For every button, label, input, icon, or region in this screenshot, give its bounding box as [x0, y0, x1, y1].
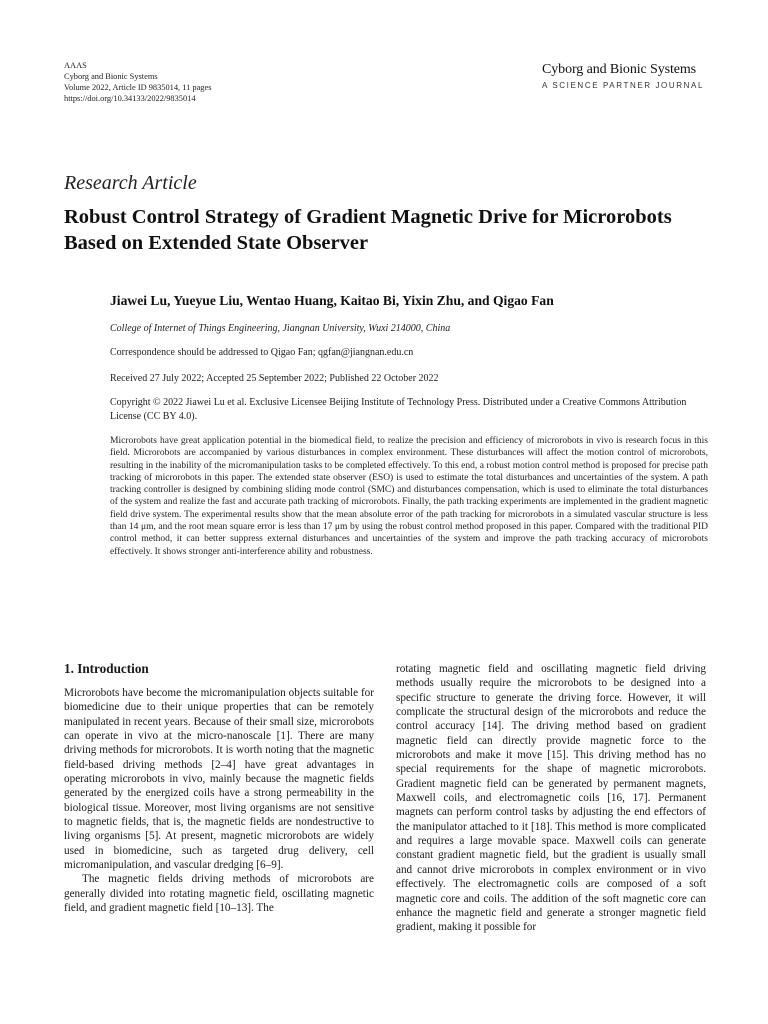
correspondence: Correspondence should be addressed to Qigao Fan; qgfan@jiangnan.edu.cn [110, 347, 414, 358]
section-heading: 1. Introduction [64, 661, 149, 676]
journal-name: Cyborg and Bionic Systems [542, 62, 697, 77]
article-title: Robust Control Strategy of Gradient Magnetic Drive for Microrobots Based on Extended State Observer [64, 206, 672, 254]
paragraph: The magnetic fields driving methods of microrobots are generally divided into rotating magnetic field, oscillating magnetic field, and gradient magnetic field [10–13]. The [64, 873, 374, 915]
right-column [396, 662, 706, 935]
paragraph: Microrobots have become the micromanipulation objects suitable for biomedicine due to their unique properties that can be remotely manipulated in recent years. Because of their small size, microrobots can operate in vivo at the micro-nanoscale [1]. There are many driving methods for microrobots. It is worth noting that the magnetic field-based driving methods [2–4] have great advantages in operating microrobots in vivo, mainly because the magnetic fields generated by the energized coils have a strong permeability in the biological tissue. Moreover, most living organisms are not sensitive to magnetic fields, that is, the magnetic fields are nondestructive to living organisms [5]. At present, magnetic microrobots are widely used in biomedicine, such as targeted drug delivery, cell micromanipulation, and vascular dredging [6–9]. [64, 687, 374, 872]
left-column [64, 662, 374, 916]
paragraph: rotating magnetic field and oscillating magnetic field driving methods usually require the microrobots to be designed into a specific structure to generate the driving force. However, it will complicate the structural design of the microrobots and reduce the control accuracy [14]. The driving method based on gradient magnetic field can directly provide magnetic force to the microrobots and make it move [15]. This driving method has no special requirements for the shape of magnetic microrobots. Gradient magnetic field can be generated by permanent magnets, Maxwell coils, and electromagnetic coils [16, 17]. Permanent magnets can perform control tasks by adjusting the end effectors of the manipulator attached to it [18]. This method is more complicated and requires a large movable space. Maxwell coils can generate constant gradient magnetic field, but the gradient is usually small and cannot drive microrobots in complex environment or in vivo effectively. The electromagnetic coils are composed of a soft magnetic core and coils. The addition of the soft magnetic core can enhance the magnetic field and generate a stronger magnetic field gradient, making it possible for [396, 663, 706, 934]
journal-logo [542, 62, 704, 90]
article-type: Research Article [64, 172, 197, 194]
author-list: Jiawei Lu, Yueyue Liu, Wentao Huang, Kaitao Bi, Yixin Zhu, and Qigao Fan [110, 293, 554, 308]
copyright-notice: Copyright © 2022 Jiawei Lu et al. Exclusive Licensee Beijing Institute of Technology Press. Distributed under a Creative Commons Attribution License (CC BY 4.0). [110, 397, 687, 422]
volume-line: Volume 2022, Article ID 9835014, 11 pages [64, 83, 212, 92]
journal-subtitle: A SCIENCE PARTNER JOURNAL [542, 81, 704, 90]
affiliation: College of Internet of Things Engineering, Jiangnan University, Wuxi 214000, China [110, 323, 451, 334]
publisher-name: AAAS [64, 61, 87, 70]
publication-dates: Received 27 July 2022; Accepted 25 September 2022; Published 22 October 2022 [110, 373, 439, 384]
journal-line: Cyborg and Bionic Systems [64, 72, 158, 81]
doi-link[interactable]: https://doi.org/10.34133/2022/9835014 [64, 94, 196, 103]
abstract: Microrobots have great application potential in the biomedical field, to realize the precision and efficiency of microrobots in vivo is research focus in this field. Microrobots are accompanied by various disturbances in complex environment. These disturbances will affect the motion control of microrobots, resulting in the inability of the micromanipulation tasks to be completed effectively. To this end, a robust motion control method is proposed for precise path tracking of microrobots in this paper. The extended state observer (ESO) is used to estimate the total disturbances and uncertainties of the system. A path tracking controller is designed by combining sliding mode control (SMC) and disturbances compensation, which is used to eliminate the total disturbances of the system and realize the fast and accurate path tracking of microrobots. Finally, the path tracking experiments are implemented in the gradient magnetic field drive system. The experimental results show that the mean absolute error of the path tracking for microrobots in a simulated vascular structure is less than 14 μm, and the root mean square error is less than 17 μm by using the robust control method proposed in this paper. Compared with the traditional PID control method, it can better suppress external disturbances and uncertainties of the system and improve the path tracking accuracy of microrobots effectively. It shows stronger anti-interference ability and robustness. [110, 436, 708, 557]
article-metadata [64, 60, 211, 104]
